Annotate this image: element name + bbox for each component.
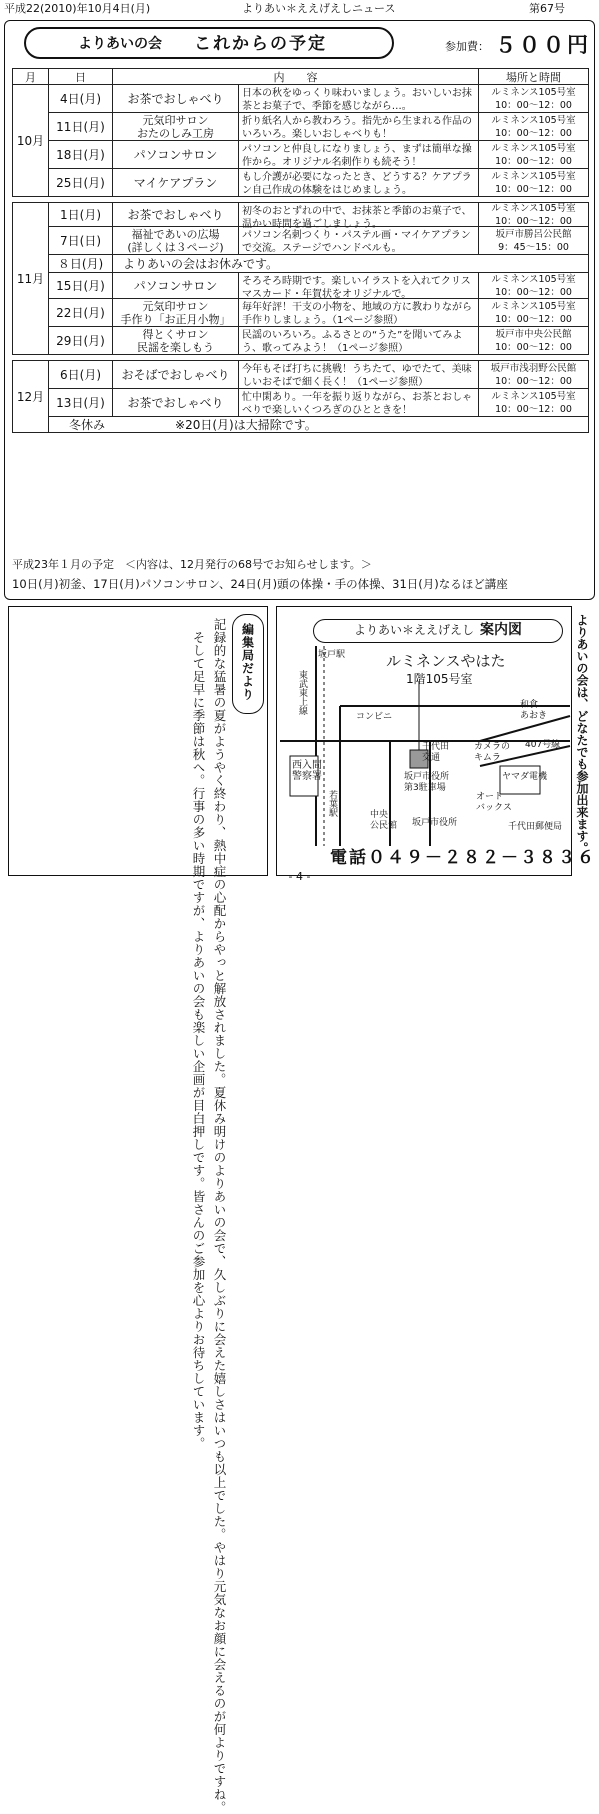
schedule-description: 初冬のおとずれの中で、お抹茶と季節のお菓子で、温かい時間を過ごしましょう。 bbox=[238, 202, 479, 227]
map-label-wagashi: 和食 あおき bbox=[520, 700, 548, 721]
schedule-place: 坂戸市浅羽野公民館 bbox=[490, 362, 577, 374]
schedule-place-time bbox=[478, 272, 589, 299]
issue-date: 平成22(2010)年10月4日(月) bbox=[4, 2, 151, 15]
schedule-description: パソコンと仲良しになりましょう、まずは簡単な操作から。オリジナル名刺作りも続そう！ bbox=[238, 140, 479, 169]
issue-number: 第67号 bbox=[529, 2, 565, 15]
schedule-date: 7日(日) bbox=[48, 226, 113, 255]
winter-break-row bbox=[48, 416, 589, 433]
schedule-place-time bbox=[478, 84, 589, 113]
map-label-autobacks: オート バックス bbox=[476, 792, 512, 813]
schedule-place-time bbox=[478, 112, 589, 141]
map-label-luminence: ルミネンスやはた bbox=[386, 652, 506, 670]
schedule-time: 10：00～12：00 bbox=[495, 155, 572, 167]
phone-number: 電話０４９－２８２－３８３６ bbox=[330, 848, 596, 868]
column-header-month: 月 bbox=[12, 68, 49, 85]
page-header bbox=[4, 2, 595, 16]
fee-value: ５００円 bbox=[495, 33, 591, 57]
schedule-place-time bbox=[478, 298, 589, 327]
editorial-title: 編集局だより bbox=[240, 623, 255, 701]
schedule-description: 忙中閑あり。一年を振り返りながら、お茶とおしゃべりで楽しいくつろぎのひとときを！ bbox=[238, 388, 479, 417]
schedule-date: 13日(月) bbox=[48, 388, 113, 417]
schedule-event: よりあいの会はお休みです。 bbox=[112, 254, 589, 273]
map-label-tobu-line: 東武東上線 bbox=[297, 670, 307, 715]
map-label-post-office: 千代田郵便局 bbox=[508, 822, 563, 832]
schedule-place-time bbox=[478, 226, 589, 255]
newsletter-name: よりあい＊ええげえしニュース bbox=[242, 2, 396, 15]
schedule-event: マイケアプラン bbox=[112, 168, 239, 197]
schedule-event: お茶でおしゃべり bbox=[112, 388, 239, 417]
schedule-event: パソコンサロン bbox=[112, 272, 239, 299]
column-header-day: 日 bbox=[48, 68, 113, 85]
schedule-event: お茶でおしゃべり bbox=[112, 202, 239, 227]
map-label-407: 407号線 bbox=[525, 740, 561, 750]
map-label-city-branch: 坂戸市役所 第3駐車場 bbox=[404, 772, 450, 793]
right-note: よりあいの会は、どなたでも参加出来ます。 bbox=[575, 614, 589, 854]
schedule-date: 11日(月) bbox=[48, 112, 113, 141]
schedule-description: 日本の秋をゆっくり味わいましょう。おいしいお抹茶とお菓子で、季節を感じながら…。 bbox=[238, 84, 479, 113]
map-title-prefix: よりあい＊ええげえし bbox=[353, 623, 474, 637]
schedule-place: ルミネンス105号室 bbox=[491, 202, 576, 214]
page-number: - 4 - bbox=[288, 870, 311, 883]
schedule-place: ルミネンス105号室 bbox=[491, 390, 576, 402]
schedule-time: 10：00～12：00 bbox=[495, 99, 572, 111]
schedule-place-time bbox=[478, 326, 589, 355]
map-title-main: 案内図 bbox=[480, 622, 522, 638]
schedule-description: 今年もそば打ちに挑戦！うちたて、ゆでたて、美味しいおそばで細く長く！（1ページ参照） bbox=[238, 360, 479, 389]
schedule-place: ルミネンス105号室 bbox=[491, 142, 576, 154]
map-label-chiyoda: 千代田 交通 bbox=[422, 742, 450, 763]
schedule-event: パソコンサロン bbox=[112, 140, 239, 169]
schedule-date: 6日(月) bbox=[48, 360, 113, 389]
schedule-date: 1日(月) bbox=[48, 202, 113, 227]
map-label-city-office: 坂戸市役所 bbox=[412, 818, 458, 828]
schedule-place-time bbox=[478, 168, 589, 197]
schedule-date: 25日(月) bbox=[48, 168, 113, 197]
schedule-time: 10：00～12：00 bbox=[495, 127, 572, 139]
editorial-title-box bbox=[232, 614, 264, 714]
schedule-time: 10：00～12：00 bbox=[495, 183, 572, 195]
column-header-content: 内 容 bbox=[112, 68, 479, 85]
group-name: よりあいの会 bbox=[78, 36, 162, 52]
schedule-time: 9：45～15：00 bbox=[498, 241, 569, 253]
schedule-time: 10：00～12：00 bbox=[495, 403, 572, 415]
map-label-chuo: 中央 公民館 bbox=[370, 810, 398, 831]
schedule-heading: これからの予定 bbox=[194, 34, 327, 54]
schedule-event: 福祉であいの広場 (詳しくは３ページ) bbox=[112, 226, 239, 255]
schedule-event: 元気印サロン 手作り「お正月小物」 bbox=[112, 298, 239, 327]
schedule-place: 坂戸市中央公民館 bbox=[495, 328, 572, 340]
schedule-place: ルミネンス105号室 bbox=[491, 273, 576, 285]
schedule-title bbox=[24, 27, 394, 59]
schedule-place: ルミネンス105号室 bbox=[491, 86, 576, 98]
schedule-time: 10：00～12：00 bbox=[495, 215, 572, 227]
schedule-time: 10：00～12：00 bbox=[495, 313, 572, 325]
schedule-event: お茶でおしゃべり bbox=[112, 84, 239, 113]
editorial-body: 記録的な猛暑の夏がようやく終わり、熱中症の心配からやっと解放されました。夏休み明けのよりあいの会で、久しぶりに会えた嬉しさはいつも以上でした。やはり元気なお顔に会えるのが何よりですね。 そして足早に季節は秋へ。行事の多い時期ですが、よりあいの会も楽しい企画が目白押しです。皆さんのご参加を心よりお待ちしています。 bbox=[191, 618, 227, 1814]
winter-break-label: 冬休み bbox=[69, 417, 106, 432]
map-label-room: 1階105号室 bbox=[406, 672, 473, 686]
schedule-place: 坂戸市勝呂公民館 bbox=[495, 228, 572, 240]
schedule-date: 15日(月) bbox=[48, 272, 113, 299]
schedule-place: ルミネンス105号室 bbox=[491, 300, 576, 312]
schedule-event: 得とくサロン 民謡を楽しもう bbox=[112, 326, 239, 355]
schedule-event: 元気印サロン おたのしみ工房 bbox=[112, 112, 239, 141]
schedule-time: 10：00～12：00 bbox=[495, 375, 572, 387]
schedule-description: 折り紙名人から教わろう。指先から生まれる作品のいろいろ。楽しいおしゃべりも！ bbox=[238, 112, 479, 141]
schedule-place: ルミネンス105号室 bbox=[491, 170, 576, 182]
schedule-description: 民謡のいろいろ。ふるさとの“うた”を聞いてみよう、歌ってみよう！（1ページ参照） bbox=[238, 326, 479, 355]
schedule-time: 10：00～12：00 bbox=[495, 286, 572, 298]
column-header-place: 場所と時間 bbox=[478, 68, 589, 85]
month-label: 10月 bbox=[12, 84, 49, 197]
map-label-yamada: ヤマダ電機 bbox=[502, 772, 548, 782]
schedule-place-time bbox=[478, 202, 589, 227]
schedule-date: 18日(月) bbox=[48, 140, 113, 169]
map-label-kamera: カメラの キムラ bbox=[474, 742, 511, 763]
schedule-date: 22日(月) bbox=[48, 298, 113, 327]
january-heading: 平成23年１月の予定 ＜内容は、12月発行の68号でお知らせします。＞ bbox=[12, 558, 372, 571]
month-label: 12月 bbox=[12, 360, 49, 433]
schedule-place-time bbox=[478, 388, 589, 417]
schedule-date: 4日(月) bbox=[48, 84, 113, 113]
schedule-place-time bbox=[478, 360, 589, 389]
schedule-description: もし介護が必要になったとき、どうする？ケアプラン自己作成の体験をはじめましょう。 bbox=[238, 168, 479, 197]
winter-break-note: ※20日(月)は大掃除です。 bbox=[175, 417, 317, 432]
schedule-description: 毎年好評！干支の小物を、地域の方に教わりながら手作りしましょう。（1ページ参照） bbox=[238, 298, 479, 327]
schedule-time: 10：00～12：00 bbox=[495, 341, 572, 353]
map-label-police: 西入間 警察署 bbox=[292, 760, 322, 782]
schedule-place: ルミネンス105号室 bbox=[491, 114, 576, 126]
schedule-date: ８日(月) bbox=[48, 254, 113, 273]
map-label-wakaba: 若葉駅 bbox=[327, 790, 337, 817]
january-items: 10日(月)初釜、17日(月)パソコンサロン、24日(月)頭の体操・手の体操、31日(月)なるほど講座 bbox=[12, 577, 508, 591]
schedule-date: 29日(月) bbox=[48, 326, 113, 355]
map-title bbox=[313, 619, 563, 643]
month-label: 11月 bbox=[12, 202, 49, 355]
schedule-event: おそばでおしゃべり bbox=[112, 360, 239, 389]
map-label-konbini: コンビニ bbox=[356, 712, 393, 722]
fee-label: 参加費： bbox=[445, 40, 489, 53]
map-label-sakado-station: 坂戸駅 bbox=[318, 650, 346, 660]
schedule-description: そろそろ時期です。楽しいイラストを入れてクリスマスカード・年賀状をオリジナルで。 bbox=[238, 272, 479, 299]
schedule-description: パソコン名刺つくり・パステル画・マイケアプランで交流。ステージでハンドベルも。 bbox=[238, 226, 479, 255]
schedule-place-time bbox=[478, 140, 589, 169]
